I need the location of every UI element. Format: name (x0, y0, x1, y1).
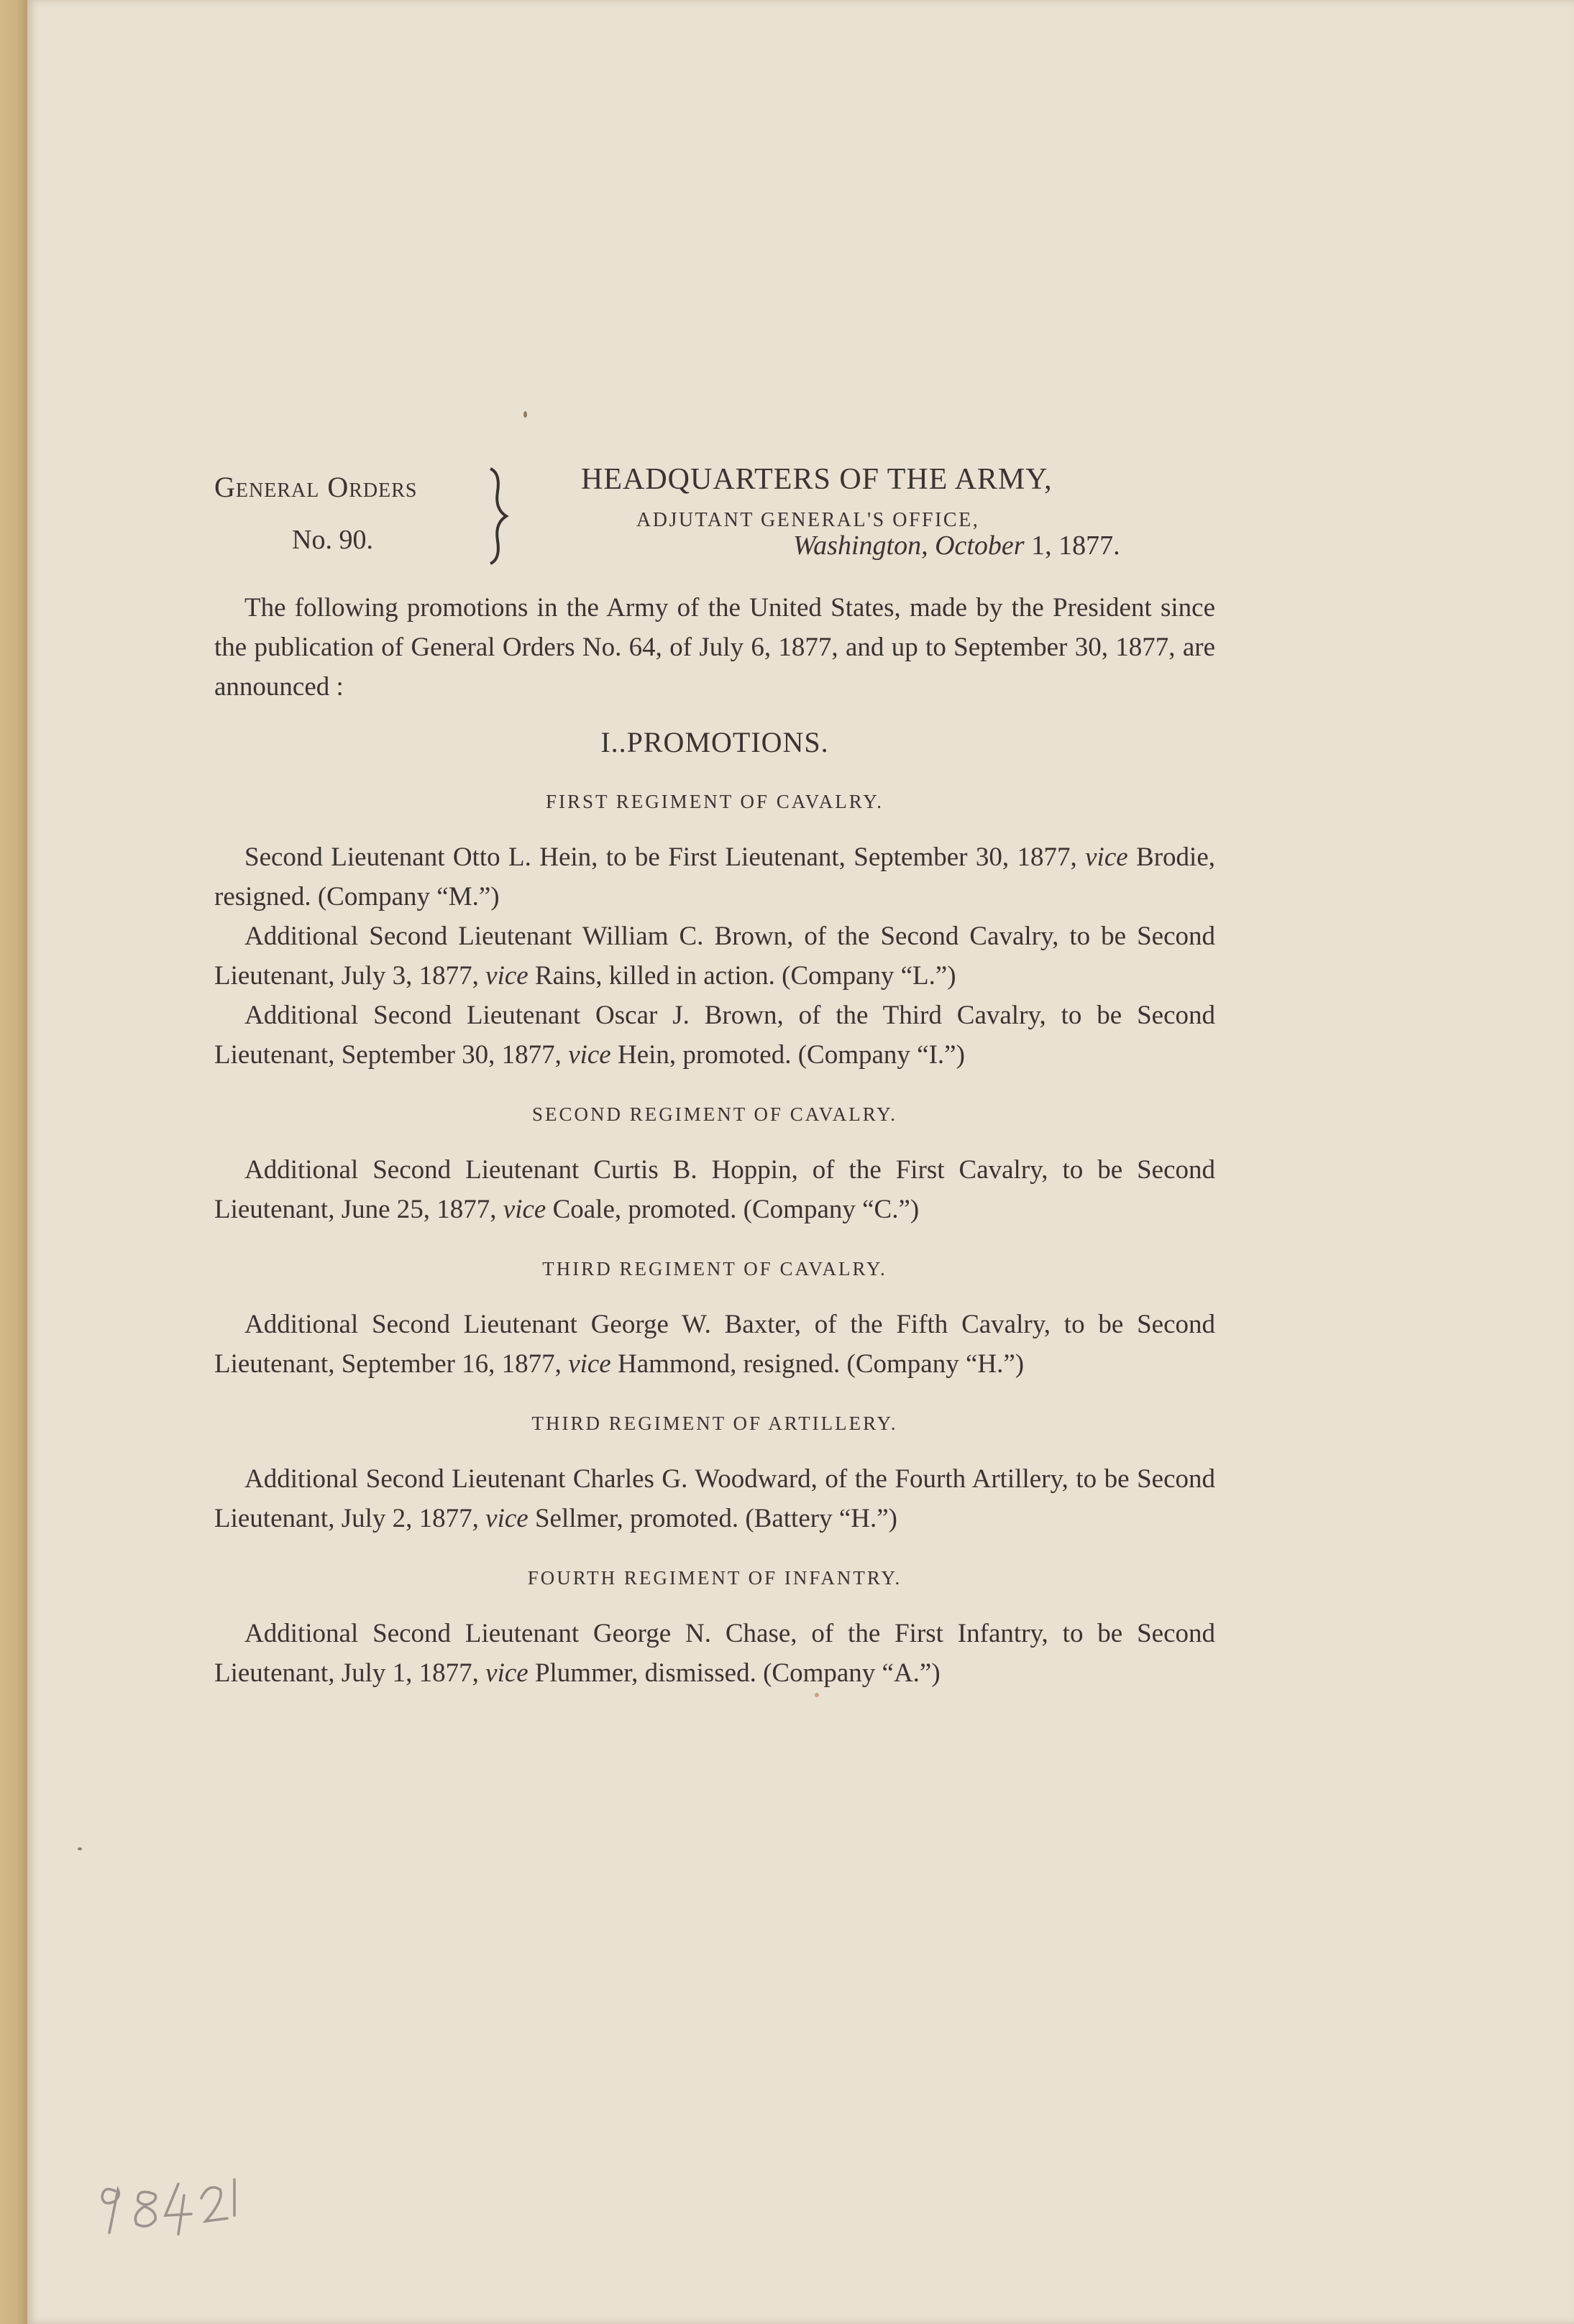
page-edge-strip (0, 0, 27, 2324)
entry-text: Additional Second Lieutenant George N. Chase, of the First Infantry, to be Second Lieutenant, July 1, 1877, (214, 1619, 1215, 1688)
entry-vice: vice (485, 1658, 529, 1688)
entry-vice: vice (485, 1504, 529, 1533)
entry-text: Coale, promoted. (Company “C.”) (546, 1195, 920, 1224)
regiment-list (214, 782, 1215, 1693)
entry-vice: vice (568, 1349, 611, 1379)
entry-text: Additional Second Lieutenant George W. Baxter, of the Fifth Cavalry, to be Second Lieutenant, September 16, 1877, (214, 1310, 1215, 1379)
entry-vice: vice (503, 1195, 546, 1224)
promotion-entry (214, 996, 1215, 1075)
handwritten-note (93, 2164, 252, 2243)
order-date-value: 1, 1877. (1024, 531, 1120, 561)
entry-text: Sellmer, promoted. (Battery “H.”) (528, 1504, 897, 1533)
headquarters-title: HEADQUARTERS OF THE ARMY, (581, 463, 1053, 496)
entry-text: Rains, killed in action. (Company “L.”) (528, 961, 956, 991)
ink-speck (78, 1847, 82, 1850)
regiment-heading: SECOND REGIMENT OF CAVALRY. (531, 1103, 898, 1125)
promotion-entry (214, 1150, 1215, 1229)
order-place: Washington, October (793, 531, 1025, 561)
general-orders-label: General Orders (214, 471, 418, 503)
promotion-entry (214, 1614, 1215, 1693)
section-title: I..PROMOTIONS. (600, 726, 829, 758)
brace-icon (485, 466, 513, 566)
entry-text: Hammond, resigned. (Company “H.”) (610, 1349, 1025, 1379)
document-content (214, 460, 1215, 1693)
orders-number: No. 90. (292, 525, 373, 555)
order-header (214, 460, 1215, 575)
adjutant-office: ADJUTANT GENERAL'S OFFICE, (636, 509, 980, 531)
entry-vice: vice (568, 1040, 611, 1070)
entry-text: Hein, promoted. (Company “I.”) (610, 1040, 965, 1070)
entry-text: Additional Second Lieutenant Charles G. Woodward, of the Fourth Artillery, to be Second Lieutenant, July 2, 1877, (214, 1464, 1215, 1533)
entry-text: Additional Second Lieutenant Oscar J. Brown, of the Third Cavalry, to be Second Lieutenant, September 30, 1877, (214, 1001, 1215, 1070)
promotion-entry (214, 917, 1215, 996)
ink-speck (523, 411, 527, 418)
entry-text: Additional Second Lieutenant William C. Brown, of the Second Cavalry, to be Second Lieutenant, July 3, 1877, (214, 922, 1215, 991)
ink-speck (815, 1693, 819, 1697)
promotion-entry (214, 1305, 1215, 1384)
intro-paragraph: The following promotions in the Army of the United States, made by the President since the publication of General Orders No. 64, of July 6, 1877, and up to September 30, 1877, are announced : (214, 593, 1215, 702)
entry-text: Plummer, dismissed. (Company “A.”) (528, 1658, 941, 1688)
entry-vice: vice (485, 961, 529, 991)
regiment-heading: FIRST REGIMENT OF CAVALRY. (545, 791, 884, 812)
entry-vice: vice (1085, 842, 1128, 872)
entry-text: Brodie, resigned. (Company “M.”) (214, 842, 1215, 911)
regiment-heading: THIRD REGIMENT OF CAVALRY. (542, 1258, 887, 1280)
order-date (793, 526, 1120, 566)
entry-text: Additional Second Lieutenant Curtis B. Hoppin, of the First Cavalry, to be Second Lieutenant, June 25, 1877, (214, 1155, 1215, 1224)
regiment-heading: FOURTH REGIMENT OF INFANTRY. (527, 1567, 902, 1589)
promotion-entry (214, 1459, 1215, 1538)
entry-text: Second Lieutenant Otto L. Hein, to be First Lieutenant, September 30, 1877, (244, 842, 1086, 872)
promotion-entry (214, 837, 1215, 917)
regiment-heading: THIRD REGIMENT OF ARTILLERY. (531, 1413, 898, 1434)
